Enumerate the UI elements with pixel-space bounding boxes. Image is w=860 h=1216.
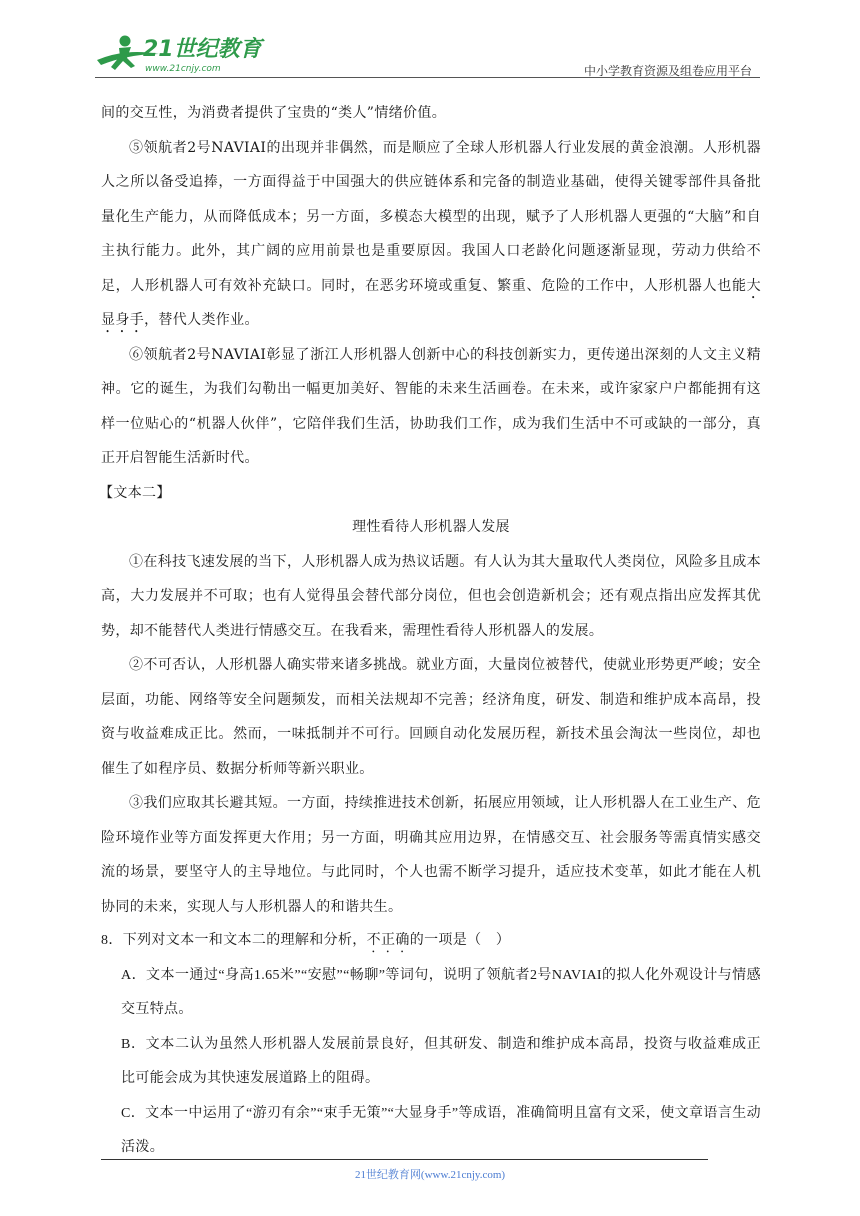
- platform-name: 中小学教育资源及组卷应用平台: [583, 64, 752, 78]
- stem-emphasis: 不正确: [366, 933, 410, 948]
- svg-text:www.21cnjy.com: www.21cnjy.com: [145, 64, 221, 74]
- footer-divider: [101, 1159, 708, 1160]
- document-body: [101, 96, 761, 1166]
- stem-before: 8．下列对文本一和文本二的理解和分析，: [101, 933, 367, 948]
- svg-text:21世纪教育: 21世纪教育: [143, 37, 262, 62]
- text2-title: 理性看待人形机器人发展: [352, 519, 510, 535]
- p5-text-before: ⑤领航者2号NAVIAI的出现并非偶然，而是顺应了全球人形机器人行业发展的黄金浪潮。人形机器人之所以备受追捧，一方面得益于中国强大的供应链体系和完备的制造业基础，使得关键零部件具备批量化生产能力，从而降低成本；另一方面，多模态大模型的出现，赋予了人形机器人更强的“大脑”和自主执行能力。此外，其广阔的应用前景也是重要原因。我国人口老龄化问题逐渐显现，劳动力供给不足，人形机器人可有效补充缺口。同时，在恶劣环境或重复、繁重、危险的工作中，人形机器人也能: [101, 139, 761, 294]
- text2-label: 【文本二】: [99, 484, 171, 501]
- p5-text-after: ，替代人类作业。: [144, 312, 259, 328]
- text1-paragraph-6: ⑥领航者2号NAVIAI彰显了浙江人形机器人创新中心的科技创新实力，更传递出深刻的人文主义精神。它的诞生，为我们勾勒出一幅更加美好、智能的未来生活画卷。在未来，或许家家户户都能拥有这样一位贴心的“机器人伙伴”，它陪伴我们生活，协助我们工作，成为我们生活中不可或缺的一部分，真正开启智能生活新时代。: [101, 346, 761, 466]
- text1-paragraph-tail: 间的交互性，为消费者提供了宝贵的“类人”情绪价值。: [101, 105, 447, 121]
- page-header: [95, 30, 760, 78]
- page-footer: 21世纪教育网(www.21cnjy.com): [354, 1169, 506, 1181]
- option-c[interactable]: C．文本一中运用了“游刃有余”“束手无策”“大显身手”等成语，准确简明且富有文采，使文章语言生动活泼。: [121, 1105, 761, 1155]
- option-b[interactable]: B．文本二认为虽然人形机器人发展前景良好，但其研发、制造和维护成本高昂，投资与收益难成正比可能会成为其快速发展道路上的阻碍。: [121, 1036, 761, 1086]
- text2-paragraph-3: ③我们应取其长避其短。一方面，持续推进技术创新，拓展应用领域，让人形机器人在工业生产、危险环境作业等方面发挥更大作用；另一方面，明确其应用边界，在情感交互、社会服务等需真情实感交流的场景，要坚守人的主导地位。与此同时，个人也需不断学习提升，适应技术变革，如此才能在人机协同的未来，实现人与人形机器人的和谐共生。: [101, 795, 761, 915]
- question-stem: [101, 924, 761, 959]
- text2-paragraph-1: ①在科技飞速发展的当下，人形机器人成为热议话题。有人认为其大量取代人类岗位，风险多且成本高，大力发展并不可取；也有人觉得虽会替代部分岗位，但也会创造新机会；还有观点指出应发挥其优势，却不能替代人类进行情感交互。在我看来，需理性看待人形机器人的发展。: [101, 553, 761, 639]
- option-a[interactable]: A．文本一通过“身高1.65米”“安慰”“畅聊”等词句，说明了领航者2号NAVIAI的拟人化外观设计与情感交互特点。: [121, 967, 761, 1017]
- text1-paragraph-5: [101, 131, 761, 338]
- site-logo: [95, 30, 265, 76]
- stem-after: 的一项是（ ）: [409, 933, 511, 948]
- emphasized-phrase: 大显身手: [101, 277, 761, 328]
- text2-paragraph-2: ②不可否认，人形机器人确实带来诸多挑战。就业方面，大量岗位被替代，使就业形势更严峻；安全层面，功能、网络等安全问题频发，而相关法规却不完善；经济角度，研发、制造和维护成本高昂，投资与收益难成正比。然而，一味抵制并不可行。回顾自动化发展历程，新技术虽会淘汰一些岗位，却也催生了如程序员、数据分析师等新兴职业。: [101, 657, 761, 777]
- header-divider: [95, 77, 760, 78]
